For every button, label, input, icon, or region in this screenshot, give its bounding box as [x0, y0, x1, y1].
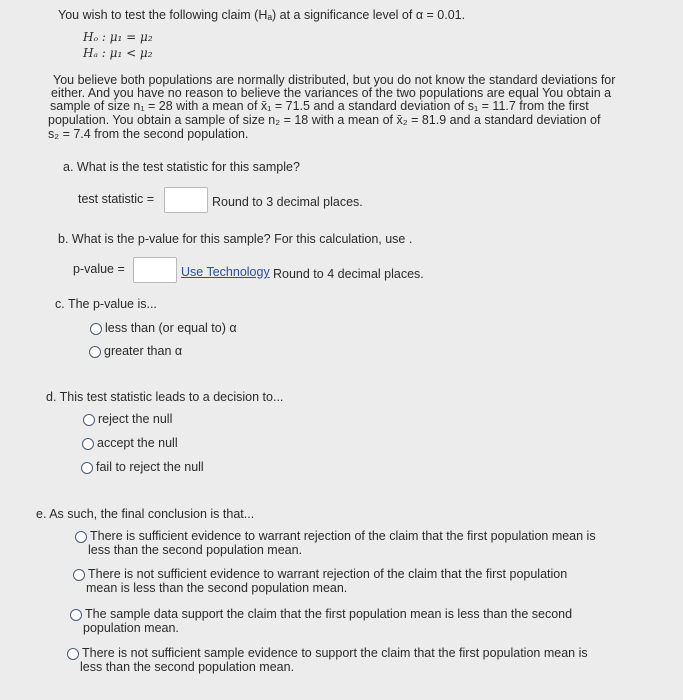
- option-reject-null[interactable]: reject the null: [83, 412, 172, 426]
- radio-button[interactable]: [67, 648, 79, 660]
- conclusion-option-1[interactable]: There is sufficient evidence to warrant rejection of the claim that the first population mean is less than the second population mean.: [75, 529, 596, 557]
- option-less-than-alpha[interactable]: less than (or equal to) α: [90, 321, 237, 335]
- conclusion-option-2[interactable]: There is not sufficient evidence to warrant rejection of the claim that the first population mean is less than the second population mean.: [73, 567, 567, 595]
- problem-text-line-3: sample of size n₁ = 28 with a mean of x̄₁ = 71.5 and a standard deviation of s₁ = 11.7 from the first: [50, 99, 589, 113]
- option-fail-to-reject-null[interactable]: fail to reject the null: [81, 460, 204, 474]
- part-d-question: d. This test statistic leads to a decision to...: [46, 390, 284, 404]
- problem-text-line-1: You believe both populations are normally distributed, but you do not know the standard deviations for: [53, 73, 616, 87]
- radio-button[interactable]: [70, 609, 82, 621]
- p-value-hint: Round to 4 decimal places.: [273, 267, 424, 281]
- problem-text-line-5: s₂ = 7.4 from the second population.: [48, 127, 249, 141]
- option-accept-null[interactable]: accept the null: [82, 436, 178, 450]
- radio-button[interactable]: [73, 569, 85, 581]
- radio-button[interactable]: [75, 531, 87, 543]
- test-statistic-hint: Round to 3 decimal places.: [212, 195, 363, 209]
- radio-button[interactable]: [82, 438, 94, 450]
- use-technology-link[interactable]: Use Technology: [181, 265, 270, 279]
- radio-button[interactable]: [89, 346, 101, 358]
- claim-statement: You wish to test the following claim (Hₐ) at a significance level of α = 0.01.: [58, 8, 466, 22]
- conclusion-option-4[interactable]: There is not sufficient sample evidence to support the claim that the first population mean is less than the second population mean.: [67, 646, 588, 674]
- radio-button[interactable]: [90, 323, 102, 335]
- p-value-label: p-value =: [73, 262, 125, 276]
- alternative-hypothesis: Hₐ : μ₁ < μ₂: [83, 46, 153, 60]
- p-value-input[interactable]: [133, 257, 177, 283]
- conclusion-option-3[interactable]: The sample data support the claim that the first population mean is less than the second population mean.: [70, 607, 572, 635]
- radio-button[interactable]: [81, 462, 93, 474]
- test-statistic-input[interactable]: [164, 187, 208, 213]
- part-c-question: c. The p-value is...: [55, 297, 157, 311]
- test-statistic-label: test statistic =: [78, 192, 155, 206]
- problem-text-line-2: either. And you have no reason to believe the variances of the two populations are equal You obtain a: [51, 86, 612, 100]
- option-greater-than-alpha[interactable]: greater than α: [89, 344, 182, 358]
- null-hypothesis: Hₒ : μ₁ = μ₂: [83, 30, 153, 44]
- problem-text-line-4: population. You obtain a sample of size n₂ = 18 with a mean of x̄₂ = 81.9 and a standard deviation of: [48, 113, 601, 127]
- part-b-question: b. What is the p-value for this sample? For this calculation, use .: [58, 232, 413, 246]
- part-e-question: e. As such, the final conclusion is that...: [36, 507, 255, 521]
- radio-button[interactable]: [83, 414, 95, 426]
- part-a-question: a. What is the test statistic for this sample?: [63, 160, 300, 174]
